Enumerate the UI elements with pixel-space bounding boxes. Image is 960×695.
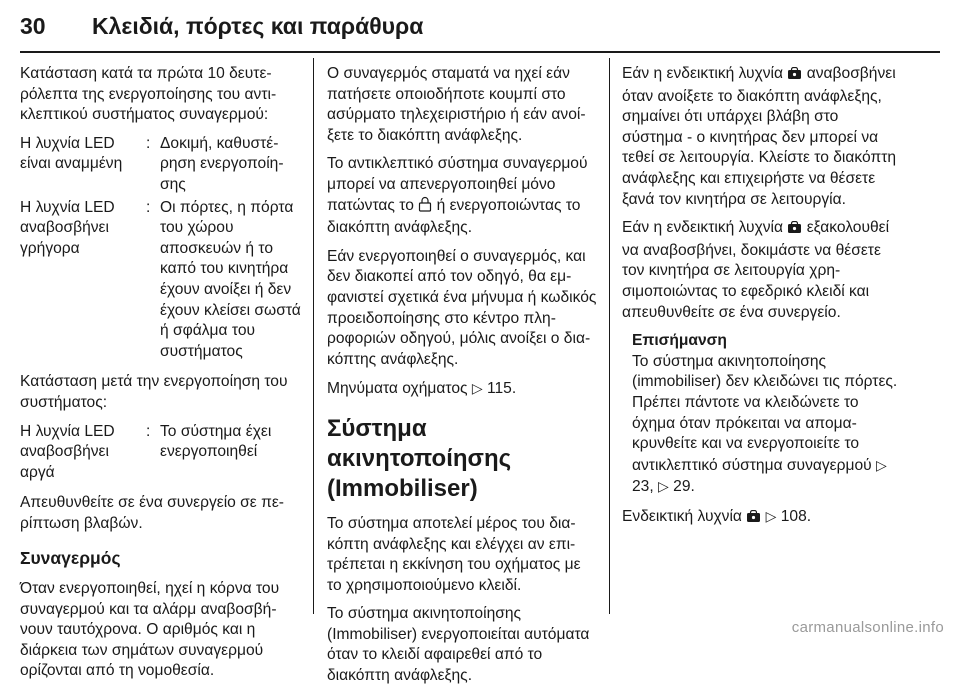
status-colon: : [146, 134, 151, 152]
heading-immobiliser: Σύστημα ακινητοποίησης (Immobiliser) [327, 414, 512, 502]
paragraph: Κατάσταση μετά την ενεργοποίηση του συστήματος: [20, 373, 288, 411]
paragraph: Κατάσταση κατά τα πρώτα 10 δευτερόλεπτα της ενεργοποίησης του αντικλεπτικού συστήματος συναγερμού: [20, 65, 277, 124]
page-number: 30 [20, 12, 46, 39]
text-run: αναβοσβήνει όταν ανοίξετε το διακόπτη ανάφλεξης, σημαίνει ότι υπάρχει βλάβη στο σύστημα - ο κινητήρας δεν μπορεί να τεθεί σε λειτουργία. Κλείστε το διακόπτη ανάφλεξης και επιχειρήστε να θέσετε ξανά τον κινητήρα σε λειτουργία. [622, 65, 897, 208]
text-run: Μηνύματα οχήματος [327, 380, 468, 398]
paragraph [327, 378, 599, 400]
paragraph: Εάν ενεργοποιηθεί ο συναγερμός, και δεν διακοπεί από τον οδηγό, θα εμφανιστεί σχετικά ένα μήνυμα ή κωδικός προειδοποίησης στο κέντρο πληροφοριών οδηγού, μόλις ανοίξει ο διακόπτης ανάφλεξης. [327, 247, 597, 368]
text-run: ή ενεργοποιώντας το διακόπτη ανάφλεξης. [327, 196, 581, 237]
immobiliser-lamp-icon [746, 509, 761, 530]
text-run: εξακολουθεί να αναβοσβήνει, δοκιμάστε να θέσετε τον κινητήρα σε λειτουργία χρησιμοποιώντας το εφεδρικό κλειδί και απευθυνθείτε σε ένα συνεργείο. [622, 219, 890, 321]
status-key: Η λυχνία LED αναβοσβήνει γρήγορα [20, 198, 115, 257]
text-run: Εάν η ενδεικτική λυχνία [622, 219, 784, 237]
ref-arrow-icon: ▷ [876, 456, 887, 473]
status-row [20, 198, 302, 363]
column-2 [327, 64, 599, 695]
lock-button-icon [418, 196, 432, 219]
paragraph: Ο συναγερμός σταματά να ηχεί εάν πατήσετε οποιοδήποτε κουμπί στο ασύρματο τηλεχειριστήριο ή εάν ανοίξετε το διακόπτη ανάφλεξης. [327, 65, 586, 144]
heading-alarm: Συναγερμός [20, 548, 121, 569]
paragraph [622, 64, 898, 210]
page-header [20, 6, 940, 46]
immobiliser-lamp-icon [787, 66, 802, 87]
status-key: Η λυχνία LED αναβοσβήνει αργά [20, 422, 115, 481]
text-run: Ενδεικτική λυχνία [622, 507, 742, 525]
paragraph: Το σύστημα αποτελεί μέρος του διακόπτη ανάφλεξης και ελέγχει αν επιτρέπεται η εκκίνηση του οχήματος με το χρησιμοποιούμενο κλειδί. [327, 514, 581, 594]
ref-arrow-icon: ▷ [765, 507, 777, 524]
page-title: Κλειδιά, πόρτες και παράθυρα [92, 12, 424, 39]
column-divider [609, 58, 610, 614]
status-row [20, 134, 302, 196]
paragraph: Απευθυνθείτε σε ένα συνεργείο σε περίπτωση βλαβών. [20, 494, 284, 532]
column-3 [622, 64, 898, 537]
status-colon: : [146, 422, 151, 440]
paragraph [327, 154, 599, 238]
ref-arrow-icon: ▷ [658, 478, 669, 495]
status-key: Η λυχνία LED είναι αναμμένη [20, 134, 123, 173]
status-table-initial [20, 134, 302, 363]
immobiliser-lamp-icon [787, 220, 802, 241]
note-box [622, 331, 898, 498]
column-divider [313, 58, 314, 614]
watermark: carmanualsonline.info [791, 619, 944, 636]
page-reference[interactable]: 108. [780, 507, 812, 525]
status-value: Οι πόρτες, η πόρτα του χώρου αποσκευών ή το καπό του κινητήρα έχουν ανοίξει ή δεν έχουν κλείσει σωστά ή σφάλμα του συστήματος [160, 198, 301, 360]
note-title: Επισήμανση [632, 332, 727, 350]
ref-arrow-icon: ▷ [471, 380, 483, 397]
text-run: Εάν η ενδεικτική λυχνία [622, 65, 784, 82]
status-value: Το σύστημα έχει ενεργοποιηθεί [160, 422, 272, 461]
text-run: Το αντικλεπτικό σύστημα συναγερμού μπορεί να απενεργοποιηθεί μόνο πατώντας το [327, 155, 588, 214]
page-reference[interactable]: 29. [673, 478, 695, 496]
status-value: Δοκιμή, καθυστέρηση ενεργοποίησης [160, 134, 284, 193]
page-reference[interactable]: 115. [486, 380, 517, 398]
status-row [20, 422, 302, 484]
header-rule [20, 51, 940, 53]
text-run: Το σύστημα ακινητοποίησης (immobiliser) δεν κλειδώνει τις πόρτες. Πρέπει πάντοτε να κλειδώνετε το όχημα όταν πρόκειται να απομακρυνθείτε και να ενεργοποιείτε το αντικλεπτικό σύστημα συναγερμού [632, 352, 898, 474]
page-reference[interactable]: 23, [632, 478, 654, 496]
paragraph [622, 218, 898, 323]
status-table-after [20, 422, 302, 484]
status-colon: : [146, 198, 151, 216]
paragraph: Το σύστημα ακινητοποίησης (Immobiliser) ενεργοποιείται αυτόματα όταν το κλειδί αφαιρεθεί από το διακόπτη ανάφλεξης. [327, 605, 590, 685]
paragraph: Όταν ενεργοποιηθεί, ηχεί η κόρνα του συναγερμού και τα αλάρμ αναβοσβήνουν ταυτόχρονα. Ο αριθμός και η διάρκεια των σημάτων συναγερμού ορίζονται από τη νομοθεσία. [20, 580, 280, 680]
column-1 [20, 64, 302, 690]
paragraph [622, 506, 898, 530]
note-text [632, 352, 898, 498]
